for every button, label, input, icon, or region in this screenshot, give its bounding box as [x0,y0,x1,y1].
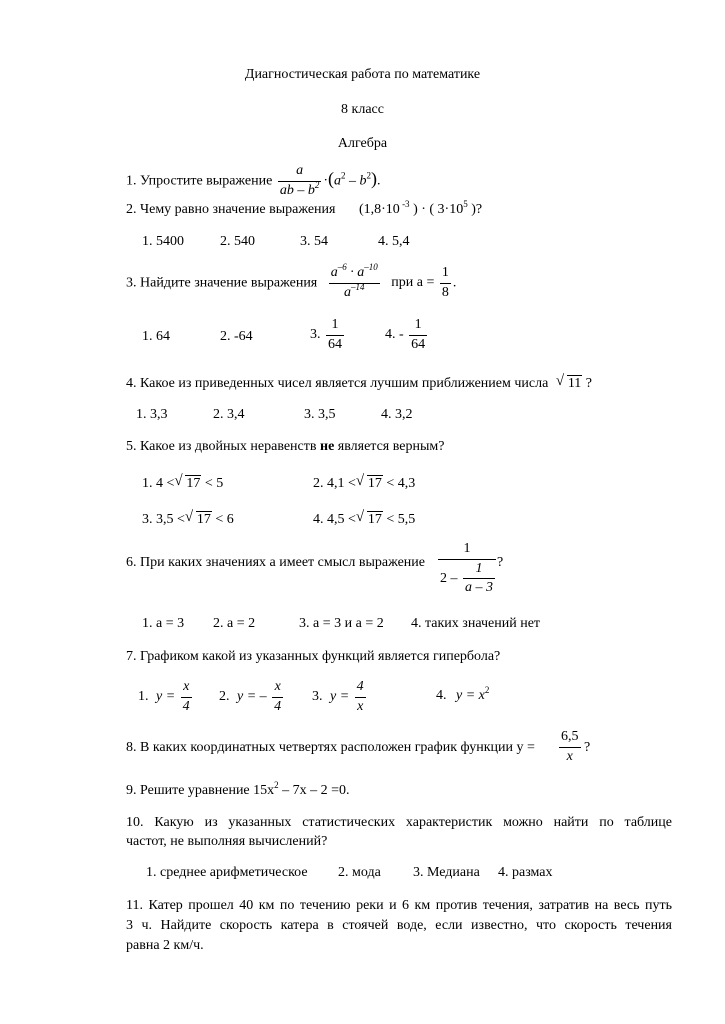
question-1-a: a [333,173,341,189]
question-2 [126,199,483,217]
question-5-option-4[interactable]: 4. 4,5 <√ 17 < 5,5 [313,511,415,527]
question-10-option-3[interactable]: 3. Медиана [413,865,480,880]
question-8-end: ? [584,740,591,755]
question-1-exp1: 2 [340,170,346,181]
question-3-option-1[interactable]: 1. 64 [142,329,170,344]
question-3: 3. Найдите значение выражения $\frac{a^{-6} \cdot a^{-10}}{a^{-14}}$ при a = $\frac{1}{8}$ . [126,262,457,300]
question-10-option-4[interactable]: 4. размах [498,865,553,880]
question-5-option-1[interactable]: 1. 4 <√ 17 < 5 [142,475,223,491]
question-3-option-4[interactable]: 4. - $\frac{1}{64}$ [385,317,426,352]
question-7-option-4[interactable]: 4. $y = x^2$ [436,685,490,703]
question-1-minus-b: – b [345,173,367,189]
question-10-option-1[interactable]: 1. среднее арифметическое [146,865,308,880]
question-5-option-2[interactable]: 2. 4,1 <√ 17 < 4,3 [313,475,415,491]
question-6-prompt: 6. При каких значениях a имеет смысл выражение [126,555,425,570]
question-3-prompt: 3. Найдите значение выражения [126,275,318,291]
grade-label: 8 класс [341,102,384,117]
question-1-end: . [376,173,381,189]
question-9: 9. Решите уравнение $15x^2 - 7x - 2 =0$. [126,780,350,798]
question-4-option-2[interactable]: 2. 3,4 [213,407,245,422]
question-10-line-1: 10. Какую из указанных статистических характеристик можно найти по таблице [126,815,672,830]
question-8-fraction: $\frac{6,5}{x}$ [561,729,579,764]
question-7-option-2[interactable]: 2. y = – $\frac{x}{4}$ [219,679,282,714]
question-6-option-1[interactable]: 1. a = 3 [142,616,185,631]
question-1-den-exponent: 2 [314,179,320,190]
question-2-expression: (1,8·10 $^{-3}$ ) · ( $3\cdot 10^5$ )? [358,199,483,217]
question-3-option-2[interactable]: 2. -64 [220,329,253,344]
question-1: 1. Упростите выражение $\frac{a}{ab - b^2}$ $\cdot(a^2 - b^2)$. [126,163,381,198]
sqrt-icon: √ 17 [356,511,383,527]
worksheet-title: Диагностическая работа по математике [244,67,481,82]
question-2-prompt: 2. Чему равно значение выражения [126,202,336,217]
question-6-option-3[interactable]: 3. a = 3 и a = 2 [299,616,384,631]
subject-label: Алгебра [337,136,388,151]
question-4-option-4[interactable]: 4. 3,2 [381,407,413,422]
question-1-fraction [278,164,322,198]
question-5-option-3[interactable]: 3. 3,5 <√ 17 < 6 [142,511,234,527]
question-11-line-1: 11. Катер прошел 40 км по течению реки и 6 км против течения, затратив на весь путь [126,898,672,913]
question-5: 5. Какое из двойных неравенств не является верным? [126,439,445,454]
question-6-end: ? [497,555,504,570]
question-1-numerator: a [278,164,322,182]
question-3-condition-fraction: $\frac{1}{8}$ [441,265,449,300]
question-1-prompt: 1. Упростите выражение [126,173,273,189]
question-3-condition: при a = [391,275,435,291]
question-8-prompt: 8. В каких координатных четвертях расположен график функции y = [126,740,535,755]
question-7-option-1[interactable]: 1. y = $\frac{x}{4}$ [138,679,190,714]
question-10-line-2: частот, не выполняя вычислений? [126,834,328,849]
sqrt-icon: √ 17 [185,511,212,527]
question-2-option-2[interactable]: 2. 540 [220,234,255,249]
sqrt-icon: √ 17 [174,475,201,491]
question-6-expression: 1 2 – $\frac{1}{a - 3}$ [436,542,501,596]
question-5-emphasis: не [320,439,335,454]
question-4-option-3[interactable]: 3. 3,5 [304,407,336,422]
question-3-fraction: $\frac{a^{-6} \cdot a^{-10}}{a^{-14}}$ [330,262,378,300]
question-7-option-3[interactable]: 3. y = $\frac{4}{x}$ [312,679,364,714]
question-2-option-4[interactable]: 4. 5,4 [378,234,410,249]
question-10-option-2[interactable]: 2. мода [338,865,381,880]
question-4-option-1[interactable]: 1. 3,3 [136,407,168,422]
question-1-denominator: ab – b [279,182,315,198]
question-2-option-3[interactable]: 3. 54 [300,234,328,249]
question-6-option-4[interactable]: 4. таких значений нет [411,616,541,631]
question-3-option-3[interactable]: 3. $\frac{1}{64}$ [310,317,342,352]
question-6-option-2[interactable]: 2. a = 2 [213,616,256,631]
question-5-prompt: 5. Какое из двойных неравенств [126,439,320,454]
question-4-prompt: 4. Какое из приведенных чисел является лучшим приближением числа [126,376,549,391]
question-11-line-2: 3 ч. Найдите скорость катера в стоячей воде, если известно, что скорость течения [126,918,672,933]
question-2-option-1[interactable]: 1. 5400 [142,234,184,249]
sqrt-icon: √ 11 [556,375,582,391]
question-1-dot: · [323,173,328,189]
sqrt-icon: √ 17 [356,475,383,491]
question-11-line-3: равна 2 км/ч. [126,938,204,953]
question-1-exp2: 2 [366,170,371,181]
question-7-prompt: 7. Графиком какой из указанных функций является гипербола? [126,649,501,664]
question-4: 4. Какое из приведенных чисел является лучшим приближением числа √ 11 ? [126,375,592,391]
